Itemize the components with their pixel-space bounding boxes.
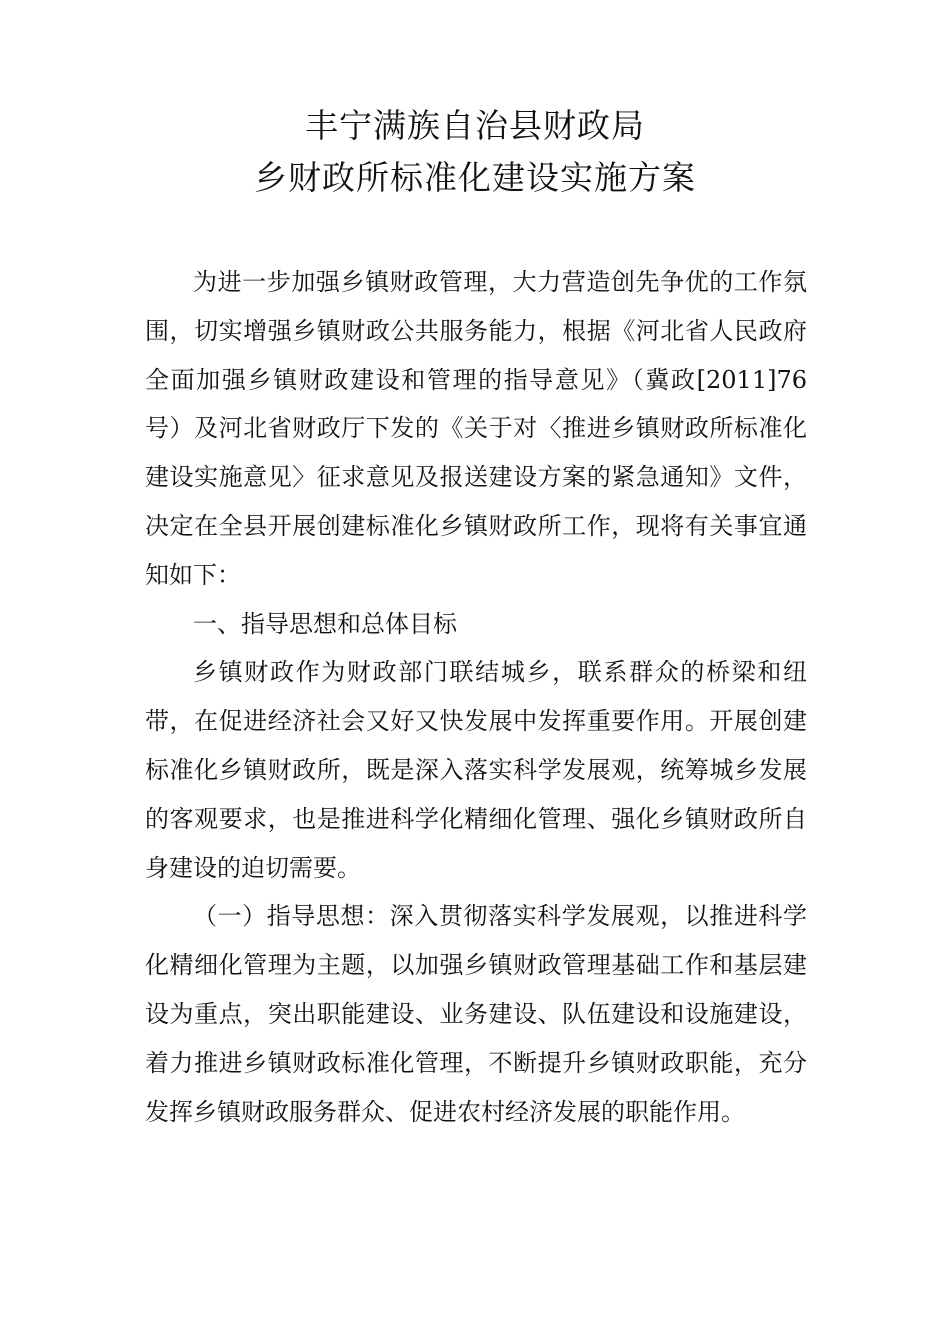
title-line-1: 丰宁满族自治县财政局	[305, 106, 645, 145]
document-body	[145, 258, 807, 1136]
document-title	[0, 100, 950, 204]
subsection-paragraph-1: （一）指导思想：深入贯彻落实科学发展观，以推进科学化精细化管理为主题，以加强乡镇财政管理基础工作和基层建设为重点，突出职能建设、业务建设、队伍建设和设施建设，着力推进乡镇财政标准化管理，不断提升乡镇财政职能，充分发挥乡镇财政服务群众、促进农村经济发展的职能作用。	[145, 902, 807, 1126]
section-paragraph-1: 乡镇财政作为财政部门联结城乡，联系群众的桥梁和纽带，在促进经济社会又好又快发展中发挥重要作用。开展创建标准化乡镇财政所，既是深入落实科学发展观，统筹城乡发展的客观要求，也是推进科学化精细化管理、强化乡镇财政所自身建设的迫切需要。	[145, 658, 807, 882]
title-line-2: 乡财政所标准化建设实施方案	[254, 158, 696, 197]
intro-paragraph: 为进一步加强乡镇财政管理，大力营造创先争优的工作氛围，切实增强乡镇财政公共服务能力，根据《河北省人民政府全面加强乡镇财政建设和管理的指导意见》（冀政[2011]76号）及河北省财政厅下发的《关于对〈推进乡镇财政所标准化建设实施意见〉征求意见及报送建设方案的紧急通知》文件，决定在全县开展创建标准化乡镇财政所工作，现将有关事宜通知如下：	[145, 268, 807, 589]
section-heading-1: 一、指导思想和总体目标	[193, 609, 457, 638]
